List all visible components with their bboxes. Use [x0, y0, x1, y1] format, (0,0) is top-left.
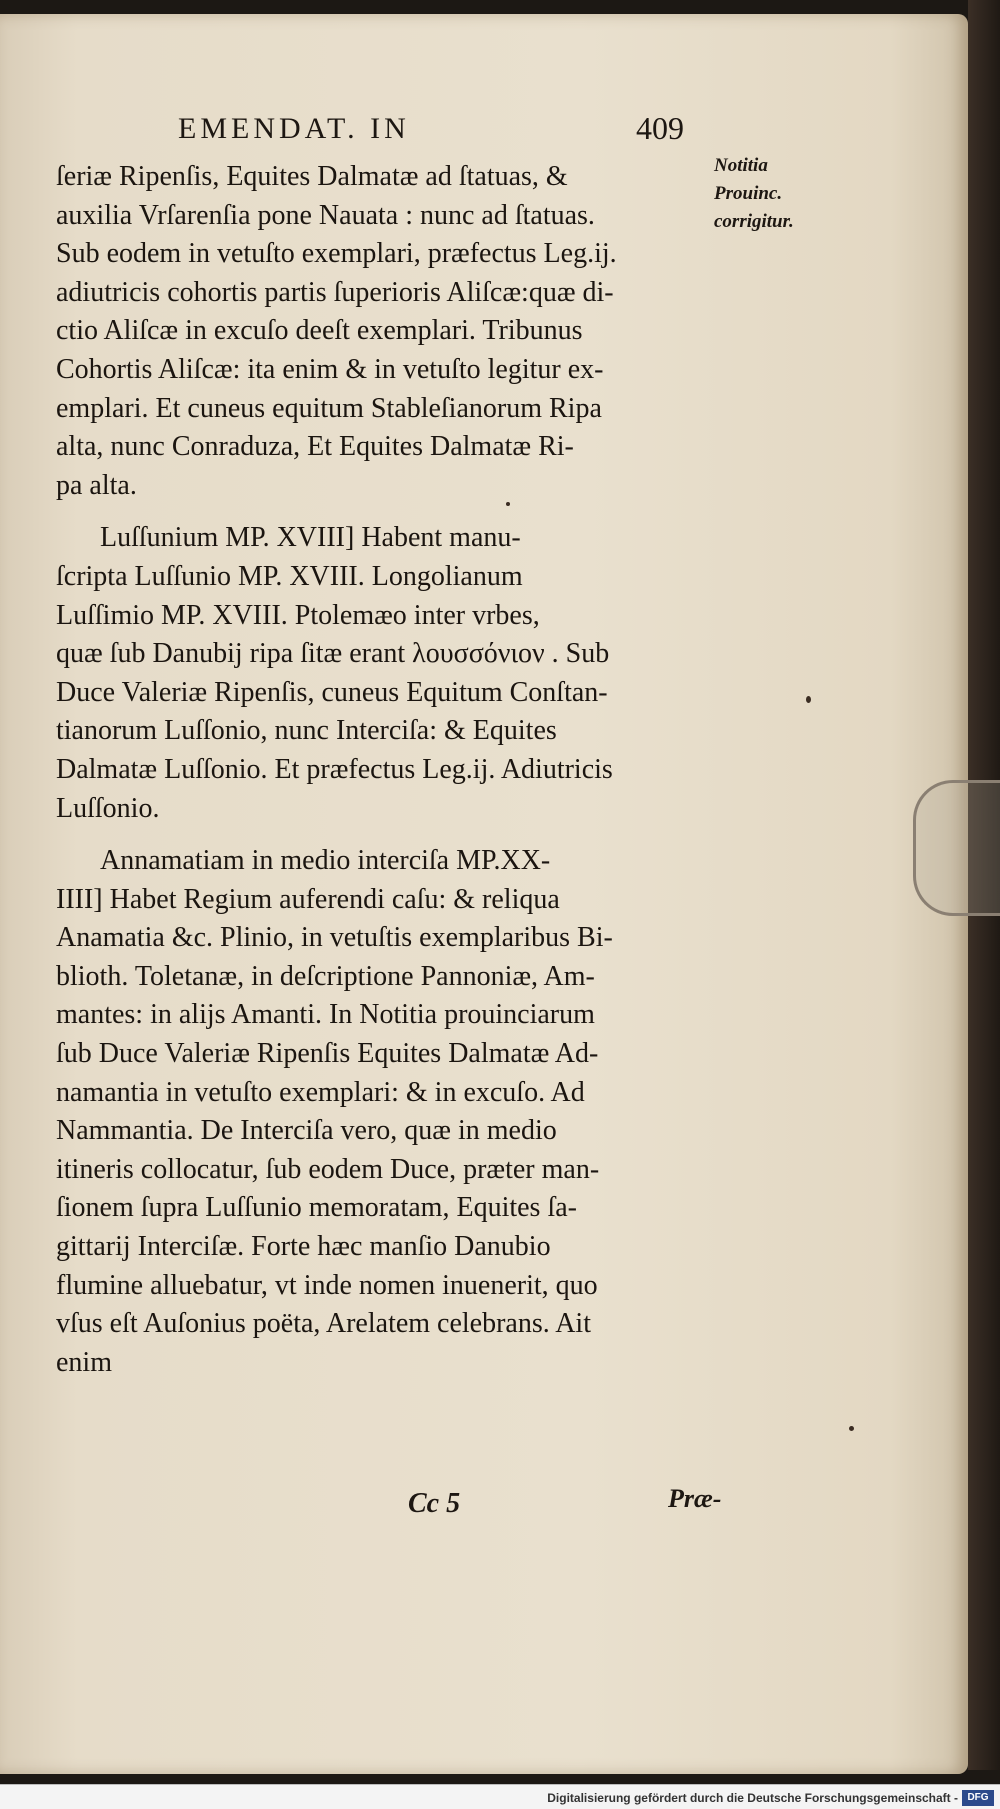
- paragraph-gap: [56, 828, 716, 842]
- text-line: Luſſunium MP. XVIII] Habent manu-: [100, 522, 521, 554]
- text-line: enim: [56, 1346, 112, 1378]
- paragraph-3: [56, 842, 716, 1382]
- paragraph-gap: [56, 505, 716, 519]
- text-line: IIII] Habet Regium auferendi caſu: & reliqua: [56, 883, 560, 915]
- text-line: Dalmatæ Luſſonio. Et præfectus Leg.ij. Adiutricis: [56, 753, 613, 785]
- text-line: itineris collocatur, ſub eodem Duce, præter man-: [56, 1153, 600, 1185]
- text-line: auxilia Vrſarenſia pone Nauata : nunc ad ſtatuas.: [56, 199, 595, 231]
- text-line: emplari. Et cuneus equitum Stableſianorum Ripa: [56, 392, 602, 424]
- text-line: Nammantia. De Interciſa vero, quæ in medio: [56, 1115, 557, 1147]
- text-line: ſeriæ Ripenſis, Equites Dalmatæ ad ſtatuas, &: [56, 161, 568, 192]
- text-line: flumine alluebatur, vt inde nomen inuenerit, quo: [56, 1269, 598, 1301]
- footer-credit: Digitalisierung gefördert durch die Deutsche Forschungsgemeinschaft -: [547, 1791, 958, 1805]
- margin-note: [714, 152, 824, 236]
- digitization-footer: [0, 1784, 1000, 1809]
- text-line: pa alta.: [56, 469, 137, 501]
- paragraph-2: [56, 519, 716, 828]
- text-line: vſus eſt Auſonius poëta, Arelatem celebrans. Ait: [56, 1308, 591, 1340]
- margin-note-line: corrigitur.: [714, 211, 794, 232]
- ink-speck: [806, 696, 811, 703]
- text-line: Annamatiam in medio interciſa MP.XX-: [100, 845, 551, 877]
- text-line: quæ ſub Danubij ripa ſitæ erant λουσσόνιον . Sub: [56, 638, 610, 670]
- text-line: ctio Aliſcæ in excuſo deeſt exemplari. Tribunus: [56, 315, 583, 347]
- text-line: namantia in vetuſto exemplari: & in excuſo. Ad: [56, 1076, 585, 1108]
- ink-speck: [849, 1426, 854, 1431]
- running-head: EMENDAT. IN: [178, 112, 410, 145]
- text-line: adiutricis cohortis partis ſuperioris Aliſcæ:quæ di-: [56, 276, 614, 308]
- text-line: Duce Valeriæ Ripenſis, cuneus Equitum Conſtan-: [56, 676, 608, 708]
- text-line: ſub Duce Valeriæ Ripenſis Equites Dalmatæ Ad-: [56, 1038, 599, 1070]
- text-line: alta, nunc Conraduza, Et Equites Dalmatæ Ri-: [56, 431, 574, 463]
- page-number: 409: [636, 110, 684, 146]
- page-clip: [913, 780, 1000, 916]
- text-line: Luſſonio.: [56, 792, 160, 824]
- text-line: ſionem ſupra Luſſunio memoratam, Equites ſa-: [56, 1192, 577, 1224]
- catchword: Præ-: [668, 1484, 722, 1513]
- paragraph-1: [56, 158, 716, 505]
- text-line: tianorum Luſſonio, nunc Interciſa: & Equites: [56, 715, 557, 747]
- text-line: Sub eodem in vetuſto exemplari, præfectus Leg.ij.: [56, 238, 617, 270]
- text-line: Cohortis Aliſcæ: ita enim & in vetuſto legitur ex-: [56, 353, 604, 385]
- text-line: Anamatia &c. Plinio, in vetuſtis exemplaribus Bi-: [56, 922, 613, 954]
- text-line: gittarij Interciſæ. Forte hæc manſio Danubio: [56, 1231, 551, 1263]
- body-text: [56, 158, 716, 1382]
- signature-mark: Cc 5: [408, 1488, 461, 1519]
- margin-note-line: Notitia: [714, 155, 768, 176]
- text-line: Luſſimio MP. XVIII. Ptolemæo inter vrbes,: [56, 599, 540, 631]
- text-line: mantes: in alijs Amanti. In Notitia prouinciarum: [56, 999, 595, 1031]
- margin-note-line: Prouinc.: [714, 183, 783, 204]
- text-line: ſcripta Luſſunio MP. XVIII. Longolianum: [56, 560, 523, 592]
- text-line: blioth. Toletanæ, in deſcriptione Pannoniæ, Am-: [56, 960, 595, 992]
- dfg-logo: DFG: [962, 1790, 994, 1806]
